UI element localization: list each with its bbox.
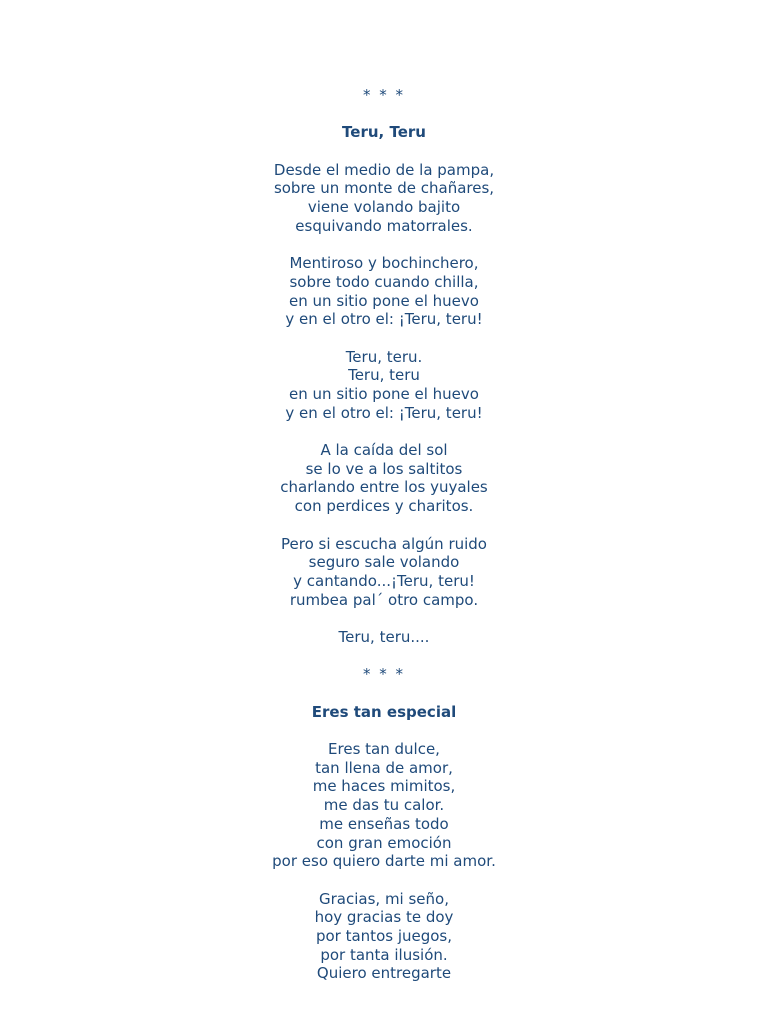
spacer — [0, 236, 768, 255]
verse-line: y en el otro el: ¡Teru, teru! — [285, 403, 483, 422]
verse-line: me enseñas todo — [319, 814, 449, 833]
verse-line: en un sitio pone el huevo — [289, 385, 479, 403]
verse-line: seguro sale volando — [308, 553, 460, 572]
spacer — [0, 422, 768, 441]
stanza — [0, 535, 768, 610]
verse-line: A la caída del sol — [320, 441, 448, 460]
verse-line: Desde el medio de la pampa, — [273, 160, 495, 179]
spacer — [0, 142, 768, 161]
stanza — [0, 441, 768, 516]
poem-title: Teru, Teru — [342, 123, 426, 142]
spacer — [0, 684, 768, 703]
verse-line: se lo ve a los saltitos — [305, 459, 463, 478]
stanza — [0, 348, 768, 423]
verse-line: me das tu calor. — [323, 796, 445, 815]
verse-line: por eso quiero darte mi amor. — [272, 852, 496, 871]
verse-line: en un sitio pone el huevo — [289, 291, 479, 310]
verse-line: con perdices y charitos. — [294, 497, 474, 516]
verse-line: Gracias, mi seño, — [319, 889, 449, 908]
verse-line: Teru, teru. — [345, 347, 423, 366]
verse-line: charlando entre los yuyales — [280, 478, 488, 497]
spacer — [0, 329, 768, 348]
verse-line: esquivando matorrales. — [295, 216, 473, 235]
verse-line: por tantos juegos, — [315, 926, 453, 945]
stanza — [0, 890, 768, 983]
section-separator: * * * — [362, 86, 406, 104]
verse-line: tan llena de amor, — [315, 758, 453, 777]
verse-line: Eres tan dulce, — [328, 740, 440, 759]
verse-line: Teru, teru.... — [338, 627, 430, 646]
spacer — [0, 609, 768, 628]
verse-line: sobre un monte de chañares, — [273, 179, 495, 198]
poem-title: Eres tan especial — [311, 702, 457, 721]
spacer — [0, 516, 768, 535]
verse-line: por tanta ilusión. — [320, 945, 448, 964]
verse-line: viene volando bajito — [307, 198, 461, 217]
verse-line: con gran emoción — [316, 833, 452, 852]
verse-line: rumbea pal´ otro campo. — [289, 590, 479, 609]
spacer — [0, 105, 768, 124]
stanza — [0, 740, 768, 871]
verse-line: hoy gracias te doy — [314, 908, 454, 927]
section-separator: * * * — [362, 665, 406, 684]
verse-line: y en el otro el: ¡Teru, teru! — [285, 310, 483, 329]
verse-line: Teru, teru — [348, 366, 420, 385]
verse-line: Quiero entregarte — [316, 964, 452, 983]
spacer — [0, 647, 768, 666]
document-page — [0, 86, 768, 983]
verse-line: me haces mimitos, — [312, 777, 456, 796]
stanza — [0, 254, 768, 329]
verse-line: Mentiroso y bochinchero, — [289, 254, 479, 273]
verse-line: sobre todo cuando chilla, — [289, 272, 479, 291]
stanza — [0, 628, 768, 647]
spacer — [0, 721, 768, 740]
verse-line: y cantando...¡Teru, teru! — [293, 571, 475, 590]
verse-line: Pero si escucha algún ruido — [281, 534, 487, 553]
spacer — [0, 871, 768, 890]
stanza — [0, 161, 768, 236]
